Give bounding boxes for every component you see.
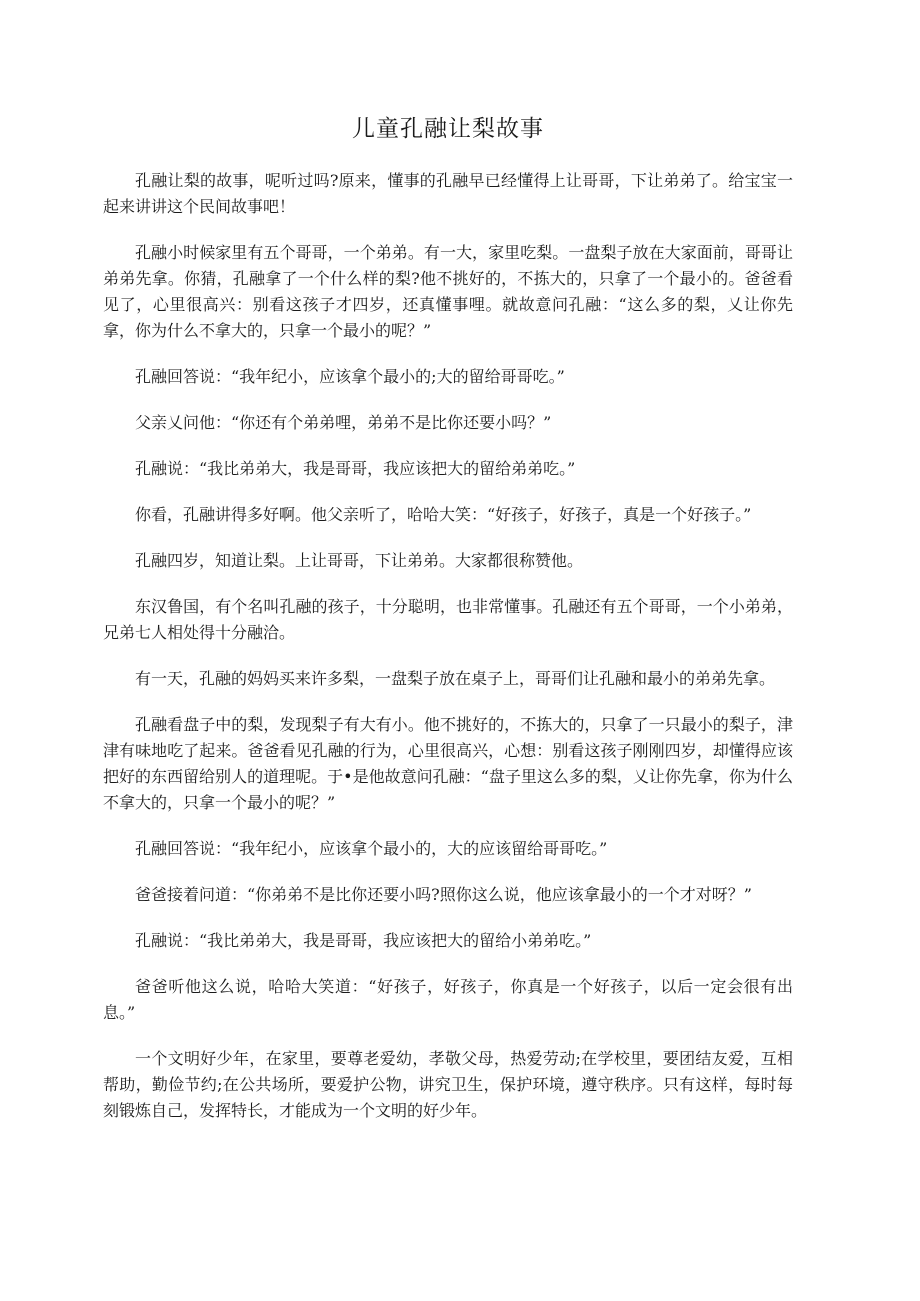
paragraph: 有一天，孔融的妈妈买来许多梨，一盘梨子放在桌子上，哥哥们让孔融和最小的弟弟先拿。 [135, 669, 776, 688]
paragraph: 你看，孔融讲得多好啊。他父亲听了，哈哈大笑：“好孩子，好孩子，真是一个好孩子。” [135, 505, 752, 524]
paragraph: 东汉鲁国，有个名叫孔融的孩子，十分聪明，也非常懂事。孔融还有五个哥哥，一个小弟弟，兄弟七人相处得十分融洽。 [103, 597, 793, 642]
paragraph: 孔融说：“我比弟弟大，我是哥哥，我应该把大的留给小弟弟吃。” [135, 931, 592, 950]
paragraph: 孔融回答说：“我年纪小，应该拿个最小的;大的留给哥哥吃。” [135, 367, 565, 386]
paragraph: 孔融小时候家里有五个哥哥，一个弟弟。有一大，家里吃梨。一盘梨子放在大家面前，哥哥让弟弟先拿。你猜，孔融拿了一个什么样的梨?他不挑好的，不拣大的，只拿了一个最小的。爸爸看见了，心里很高兴：别看这孩子才四岁，还真懂事哩。就故意问孔融：“这么多的梨，乂让你先拿，你为什么不拿大的，只拿一个最小的呢？” [103, 243, 793, 340]
paragraph: 孔融看盘子中的梨，发现梨子有大有小。他不挑好的，不拣大的，只拿了一只最小的梨子，津津有味地吃了起来。爸爸看见孔融的行为，心里很高兴，心想：别看这孩子刚刚四岁，却懂得应该把好的东西留给别人的道理呢。于•是他故意问孔融：“盘子里这么多的梨，乂让你先拿，你为什么不拿大的，只拿一个最小的呢？” [103, 715, 793, 812]
paragraph: 爸爸听他这么说，哈哈大笑道：“好孩子，好孩子，你真是一个好孩子，以后一定会很有出息。” [103, 977, 793, 1022]
paragraph: 孔融让梨的故事，呢听过吗?原来，懂事的孔融早已经懂得上让哥哥，下让弟弟了。给宝宝一起来讲讲这个民间故事吧！ [103, 171, 793, 216]
paragraph: 孔融回答说：“我年纪小，应该拿个最小的，大的应该留给哥哥吃。” [135, 839, 608, 858]
document-title: 儿童孔融让梨故事 [352, 116, 544, 142]
paragraph: 孔融说：“我比弟弟大，我是哥哥，我应该把大的留给弟弟吃。” [135, 459, 576, 478]
paragraph: 孔融四岁，知道让梨。上让哥哥，下让弟弟。大家都很称赞他。 [135, 551, 584, 570]
document-page [103, 112, 793, 1144]
paragraph: 父亲乂问他：“你还有个弟弟哩，弟弟不是比你还要小吗？” [135, 413, 552, 432]
paragraph: 一个文明好少年，在家里，要尊老爱幼，孝敬父母，热爱劳动;在学校里，要团结友爱，互相帮助，勤俭节约;在公共场所，要爱护公物，讲究卫生，保护环境，遵守秩序。只有这样，每时每刻锻炼自己，发挥特长，才能成为一个文明的好少年。 [103, 1049, 793, 1120]
paragraph: 爸爸接着问道：“你弟弟不是比你还要小吗?照你这么说，他应该拿最小的一个才对呀？” [135, 885, 752, 904]
